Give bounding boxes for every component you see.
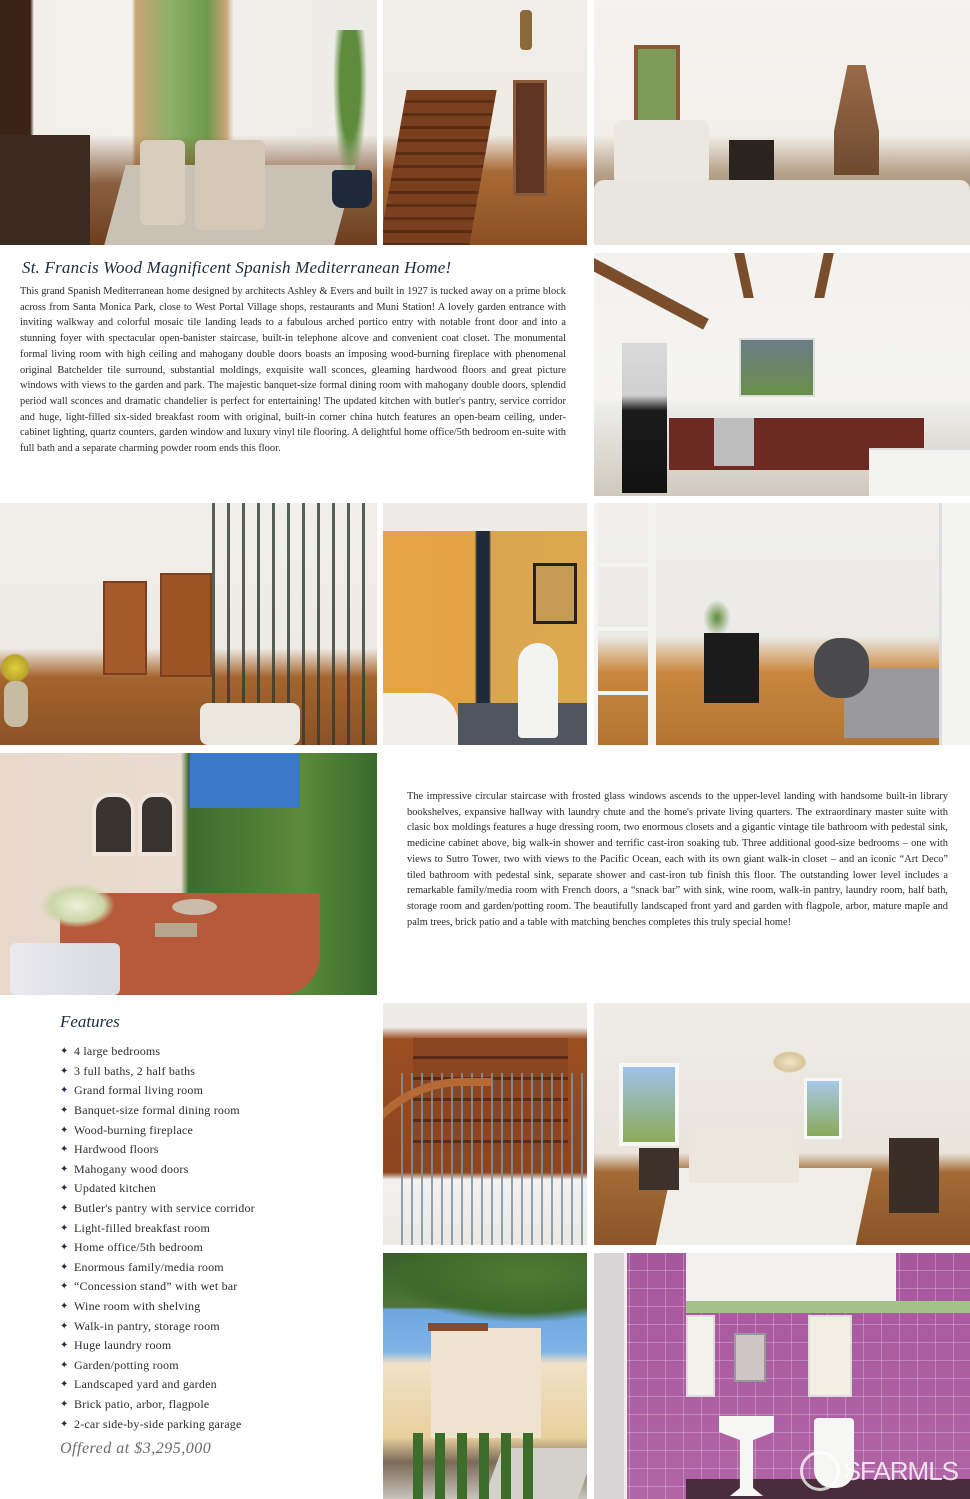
diamond-bullet-icon: ✦ (60, 1163, 69, 1175)
photo-powder-room (383, 503, 587, 745)
diamond-bullet-icon: ✦ (60, 1065, 69, 1077)
tree-shape (383, 1253, 587, 1323)
oven-shape (622, 343, 667, 493)
island-shape (869, 448, 970, 496)
photo-living-room (594, 0, 970, 245)
ceiling-shape (686, 1253, 896, 1303)
roof-shape (428, 1323, 488, 1331)
door-shape (594, 1253, 627, 1499)
chandelier-shape (772, 1051, 807, 1073)
diamond-bullet-icon: ✦ (60, 1340, 69, 1352)
stone-bench-shape (155, 923, 197, 937)
diamond-bullet-icon: ✦ (60, 1261, 69, 1273)
sofa-shape (594, 180, 970, 245)
diamond-bullet-icon: ✦ (60, 1281, 69, 1293)
photo-master-bedroom (594, 1003, 970, 1245)
photo-kitchen (594, 253, 970, 496)
feature-item: ✦ Mahogany wood doors (60, 1161, 189, 1176)
stone-table-shape (172, 899, 217, 915)
pendant-lamp-shape (520, 10, 532, 50)
sfarmls-watermark (800, 1451, 958, 1491)
handrail-shape (383, 1078, 491, 1245)
shrubs-shape (413, 1433, 533, 1499)
door-shape (103, 581, 147, 675)
fireplace-shape (834, 65, 879, 175)
bench-shape (200, 703, 300, 745)
offer-price: Offered at $3,295,000 (60, 1439, 212, 1457)
diamond-bullet-icon: ✦ (60, 1320, 69, 1332)
sky-shape (190, 753, 300, 808)
features-heading: Features (60, 1012, 120, 1031)
feature-item: ✦ Landscaped yard and garden (60, 1377, 217, 1392)
flowers-shape (0, 653, 30, 683)
diamond-bullet-icon: ✦ (60, 1183, 69, 1195)
photo-garden-patio (0, 753, 377, 995)
photo-family-media-room (594, 503, 970, 745)
feature-item: ✦ Garden/potting room (60, 1357, 179, 1372)
feature-item: ✦ Enormous family/media room (60, 1259, 224, 1274)
upper-level-description: The impressive circular staircase with frosted glass windows ascends to the upper-level landing with handsome built-in library bookshelves, expansive hallway with laundry chute and the home's private living quarters. The extraordinary master suite with clasic box moldings features a huge dressing room, two enormous closets and a gigantic vintage tile bathroom with pedestal sink, medicine cabinet above, big walk-in shower and terrific cast-iron soaking tub. Three additional good-size bedrooms – one with views to Sutro Tower, two with views to the Pacific Ocean, each with its own giant walk-in closet – and an iconic “Art Deco” tiled bathroom with pedestal sink, separate shower and cast-iron tub finish this floor. The outstanding lower level includes a remarkable family/media room with French doors, a “snack bar” with sink, wine room, walk-in pantry, laundry room, half bath, storage room and garden/potting room. The beautifully landscaped front yard and garden with flagpole, arbor, mature maple and palm trees, brick patio and a table with matching benches completes this truly special home! (407, 791, 948, 928)
sideboard-shape (0, 135, 90, 245)
photo-hallway-stairs (0, 503, 377, 745)
window-shape (619, 1063, 679, 1146)
pedestal-sink-shape (518, 643, 558, 738)
house-shape (431, 1328, 541, 1438)
feature-item: ✦ Wine room with shelving (60, 1299, 201, 1314)
diamond-bullet-icon: ✦ (60, 1418, 69, 1430)
diamond-bullet-icon: ✦ (60, 1203, 69, 1215)
features-list (60, 1042, 360, 1434)
photo-upper-landing (383, 1003, 587, 1245)
watermark-text: SFARMLS (843, 1455, 958, 1486)
diamond-bullet-icon: ✦ (60, 1124, 69, 1136)
vase-shape (4, 681, 28, 727)
plant-shape (702, 598, 732, 638)
photo-dining-room (0, 0, 377, 245)
feature-item: ✦ Butler's pantry with service corridor (60, 1201, 255, 1216)
upper-level-section (407, 789, 948, 930)
diamond-bullet-icon: ✦ (60, 1379, 69, 1391)
bed-shape (689, 1128, 799, 1183)
diamond-bullet-icon: ✦ (60, 1242, 69, 1254)
listing-title: St. Francis Wood Magnificent Spanish Mediterranean Home! (22, 258, 452, 277)
feature-item: ✦ Wood-burning fireplace (60, 1122, 194, 1137)
beam-shape (814, 253, 834, 298)
french-door-shape (939, 503, 970, 745)
diamond-bullet-icon: ✦ (60, 1398, 69, 1410)
feature-item: ✦ Light-filled breakfast room (60, 1220, 211, 1235)
beam-shape (594, 258, 709, 330)
feature-item: ✦ Huge laundry room (60, 1338, 172, 1353)
staircase-shape (383, 90, 497, 245)
feature-item: ✦ 4 large bedrooms (60, 1044, 161, 1059)
feature-item: ✦ 2-car side-by-side parking garage (60, 1416, 242, 1431)
photo-foyer-staircase (383, 0, 587, 245)
window-shape (686, 1315, 715, 1397)
mirror-shape (533, 563, 577, 624)
door-shape (513, 80, 547, 196)
feature-item: ✦ Grand formal living room (60, 1083, 204, 1098)
feature-item: ✦ Hardwood floors (60, 1142, 159, 1157)
pot-shape (332, 170, 372, 208)
feature-item: ✦ 3 full baths, 2 half baths (60, 1063, 196, 1078)
photo-exterior (383, 1253, 587, 1499)
feature-item: ✦ “Concession stand” with wet bar (60, 1279, 238, 1294)
intro-section (20, 258, 566, 457)
diamond-bullet-icon: ✦ (60, 1046, 69, 1058)
diamond-bullet-icon: ✦ (60, 1301, 69, 1313)
arched-window-shape (138, 793, 176, 856)
diamond-bullet-icon: ✦ (60, 1105, 69, 1117)
sfarmls-seal-icon (800, 1451, 840, 1491)
arched-window-shape (92, 793, 135, 856)
tile-trim-shape (686, 1301, 970, 1313)
photo-art-deco-bathroom (594, 1253, 970, 1499)
mirror-shape (734, 1333, 766, 1382)
tub-shape (383, 693, 458, 745)
french-door-shape (594, 503, 656, 745)
hydrangea-shape (40, 883, 115, 928)
feature-item: ✦ Updated kitchen (60, 1181, 156, 1196)
feature-item: ✦ Banquet-size formal dining room (60, 1103, 240, 1118)
beam-shape (734, 253, 754, 298)
diamond-bullet-icon: ✦ (60, 1144, 69, 1156)
chair-shape (140, 140, 185, 225)
garden-window-shape (739, 338, 815, 397)
feature-item: ✦ Brick patio, arbor, flagpole (60, 1396, 210, 1411)
dresser-shape (889, 1138, 939, 1213)
diamond-bullet-icon: ✦ (60, 1222, 69, 1234)
window-shape (804, 1078, 842, 1139)
window-shape (808, 1315, 852, 1397)
features-section (60, 1012, 360, 1458)
patio-chairs-shape (10, 943, 120, 995)
diamond-bullet-icon: ✦ (60, 1359, 69, 1371)
feature-item: ✦ Walk-in pantry, storage room (60, 1318, 220, 1333)
chair-shape (195, 140, 265, 230)
foosball-table-shape (704, 633, 759, 703)
nightstand-shape (639, 1148, 679, 1190)
sofa-shape (614, 120, 709, 185)
feature-item: ✦ Home office/5th bedroom (60, 1240, 204, 1255)
wall-shape (383, 503, 587, 531)
intro-description: This grand Spanish Mediterranean home designed by architects Ashley & Evers and built in 1927 is tucked away on a prime block across from Santa Monica Park, close to West Portal Village shops, restaurants and Muni Station! A lovely garden entrance with inviting walkway and colorful mosaic tile landing leads to a fabulous arched portico entry with notable front door and into a stunning foyer with spectacular open-banister staircase, built-in telephone alcove and convenient coat closet. The monumental formal living room with high ceiling and mahogany double doors boasts an imposing wood-burning fireplace with phenomenal original Batchelder tile surround, substantial moldings, exquisite wall sconces, gleaming hardwood floors and great picture windows with views to the garden and park. The majestic banquet-size formal dining room with mahogany double doors, splendid period wall sconces and dramatic chandelier is perfect for entertaining! The updated kitchen with butler's pantry, service corridor and huge, light-filled six-sided breakfast room with original, built-in corner china hutch features an open-beam ceiling, under-cabinet lighting, quartz counters, garden window and luxury vinyl tile flooring. A delightful home office/5th bedroom en-suite with full bath and a separate charming powder room ends this floor. (20, 286, 566, 455)
chair-shape (814, 638, 869, 698)
dishwasher-shape (714, 418, 754, 466)
diamond-bullet-icon: ✦ (60, 1085, 69, 1097)
